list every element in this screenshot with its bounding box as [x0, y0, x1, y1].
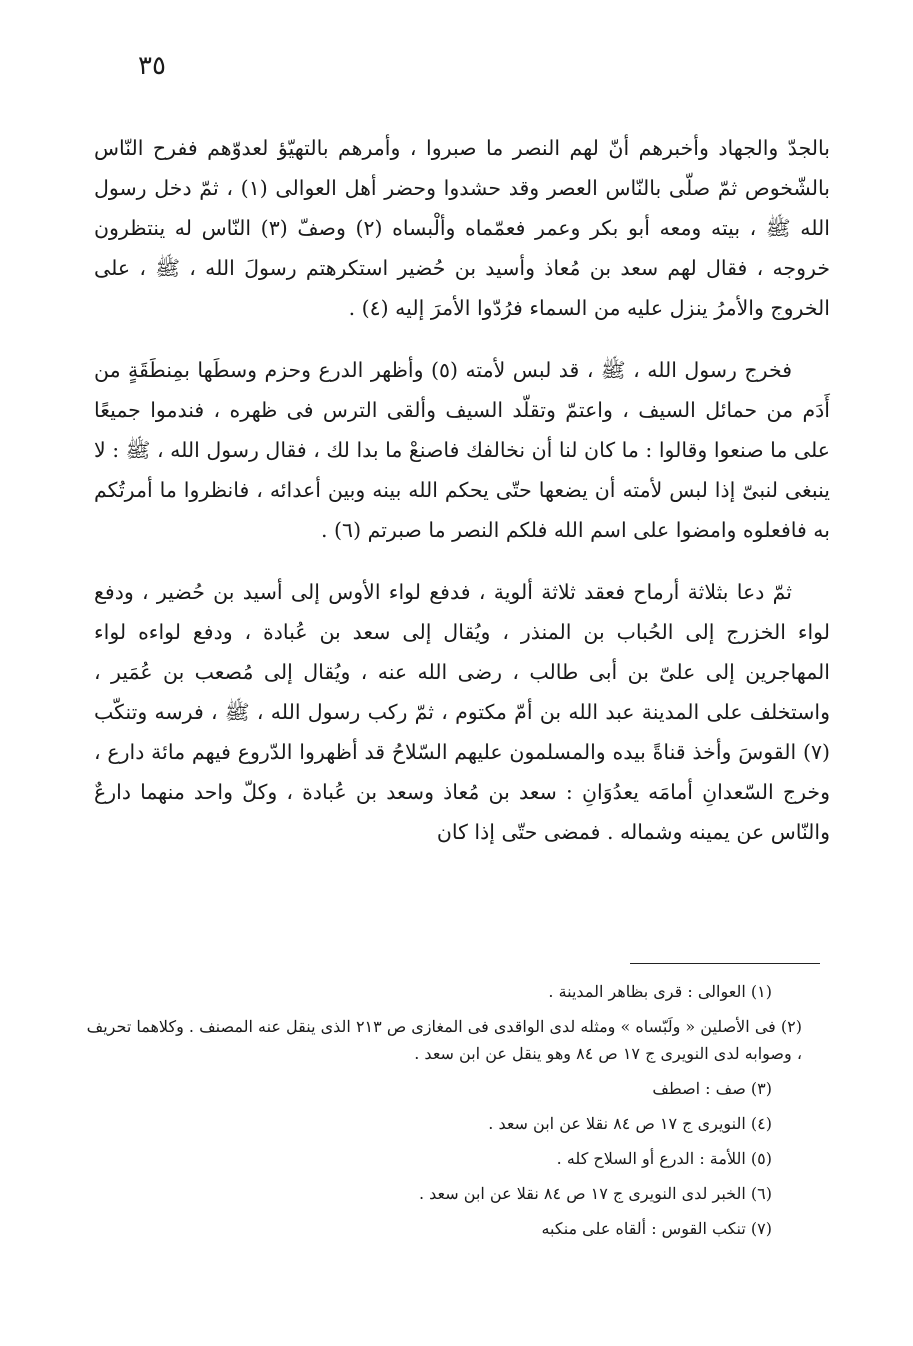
footnote-text: النويرى ج ١٧ ص ٨٤ نقلا عن ابن سعد .: [488, 1114, 746, 1133]
footnote-number: (٢): [780, 1017, 802, 1036]
footnote-5: [80, 1145, 830, 1172]
main-text: [94, 128, 830, 874]
footnote-number: (١): [750, 982, 772, 1001]
footnote-3: [80, 1075, 830, 1102]
footnote-1: [80, 978, 830, 1005]
footnote-text: فى الأصلين « ولَبّساه » ومثله لدى الواقدى فى المغازى ص ٢١٣ الذى ينقل عنه المصنف . وكلاهما تحريف ، وصوابه لدى النويرى ج ١٧ ص ٨٤ وهو ينقل عن ابن سعد .: [86, 1017, 802, 1063]
footnote-number: (٦): [750, 1184, 772, 1203]
footnote-number: (٧): [750, 1219, 772, 1238]
footnote-text: تنكب القوس : ألقاه على منكبه: [541, 1219, 746, 1238]
paragraph-1: بالجدّ والجهاد وأخبرهم أنّ لهم النصر ما صبروا ، وأمرهم بالتهيّؤ لعدوّهم ففرح النّاس بالشّخوص ثمّ صلّى بالنّاس العصر وقد حشدوا وحضر أهل العوالى (١) ، ثمّ دخل رسول الله ﷺ ، بيته ومعه أبو بكر وعمر فعمّماه وألْبساه (٢) وصفّ (٣) النّاس له ينتظرون خروجه ، فقال لهم سعد بن مُعاذ وأسيد بن حُضير استكرهتم رسولَ الله ، ﷺ ، على الخروج والأمرُ ينزل عليه من السماء فرُدّوا الأمرَ إليه (٤) .: [94, 136, 830, 320]
footnote-number: (٤): [750, 1114, 772, 1133]
footnote-text: الخبر لدى النويرى ج ١٧ ص ٨٤ نقلا عن ابن سعد .: [418, 1184, 746, 1203]
footnote-4: [80, 1110, 830, 1137]
paragraph-2: فخرج رسول الله ، ﷺ ، قد لبس لأمته (٥) وأظهر الدرع وحزم وسطَها بمِنطَقَةٍ من أَدَم من حمائل السيف ، واعتمّ وتقلّد السيف وألقى الترس فى ظهره ، فندموا جميعًا على ما صنعوا وقالوا : ما كان لنا أن نخالفك فاصنعْ ما بدا لك ، فقال رسول الله ، ﷺ : لا ينبغى لنبىّ إذا لبس لأمته أن يضعها حتّى يحكم الله بينه وبين أعدائه ، فانظروا ما أمرتُكم به فافعلوه وامضوا على اسم الله فلكم النصر ما صبرتم (٦) .: [94, 358, 830, 542]
page-number: ٣٥: [138, 51, 166, 81]
footnote-number: (٥): [750, 1149, 772, 1168]
footnote-6: [80, 1180, 830, 1207]
footnote-text: العوالى : قرى بظاهر المدينة .: [548, 982, 746, 1001]
footnote-7: [80, 1215, 830, 1242]
footnote-text: صف : اصطف: [652, 1079, 746, 1098]
footnote-text: اللأمة : الدرع أو السلاح كله .: [556, 1149, 746, 1168]
footnote-number: (٣): [750, 1079, 772, 1098]
footnote-2: [80, 1013, 830, 1067]
footnotes: [80, 978, 830, 1250]
paragraph-3: ثمّ دعا بثلاثة أرماح فعقد ثلاثة ألوية ، فدفع لواء الأوس إلى أسيد بن حُضير ، ودفع لواء الخزرج إلى الحُباب بن المنذر ، ويُقال إلى سعد بن عُبادة ، ودفع لواءه لواء المهاجرين إلى علىّ بن أبى طالب ، رضى الله عنه ، ويُقال إلى مُصعب بن عُمَير ، واستخلف على المدينة عبد الله بن أمّ مكتوم ، ثمّ ركب رسول الله ، ﷺ ، فرسه وتنكّب (٧) القوسَ وأخذ قناةً بيده والمسلمون عليهم السّلاحُ قد أظهروا الدّروع فيهم مائة دارع ، وخرج السّعدانِ أمامَه يعدُوَانِ : سعد بن مُعاذ وسعد بن عُبادة ، وكلّ واحد منهما دارعٌ والنّاس عن يمينه وشماله . فمضى حتّى إذا كان: [94, 580, 830, 844]
footnote-rule: [630, 963, 820, 964]
